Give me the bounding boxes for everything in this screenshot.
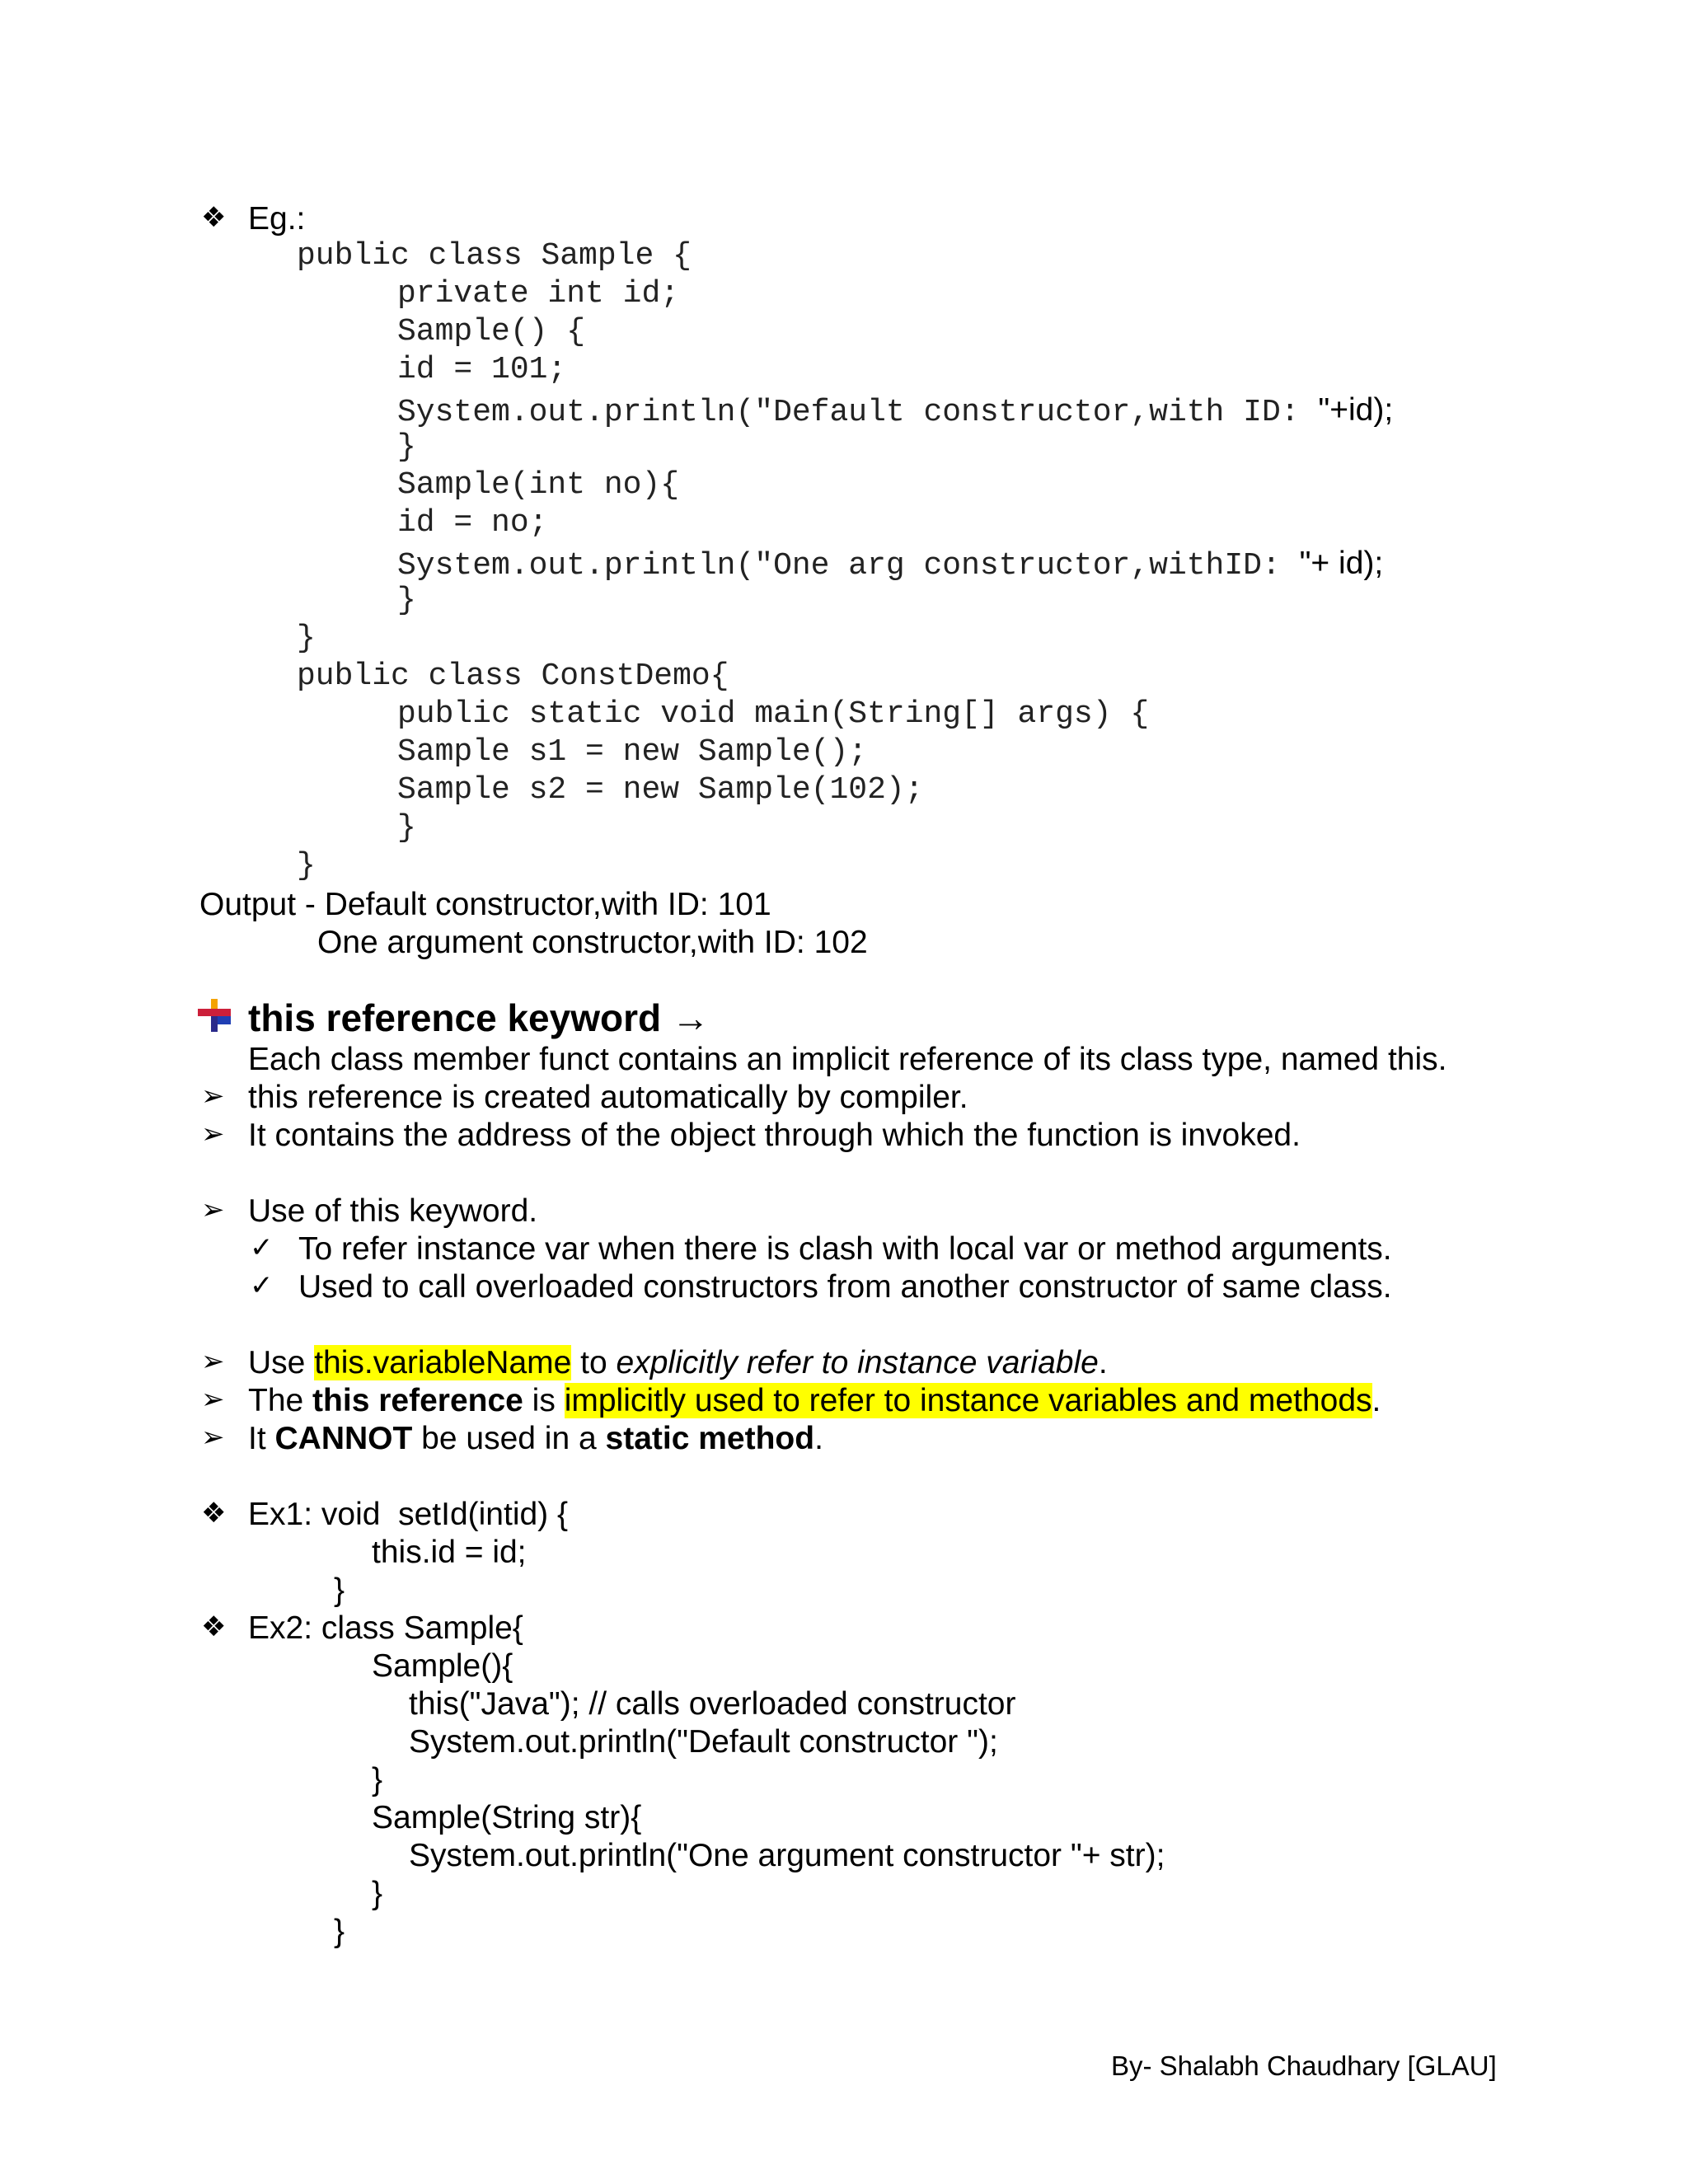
intro-text: Each class member funct contains an implicit reference of its class type, named this. — [248, 1042, 1447, 1077]
arrow-bullet-icon: ➢ — [201, 1118, 225, 1151]
bullet-text: this reference is created automatically by compiler. — [248, 1080, 968, 1115]
diamond-bullet-icon: ❖ — [201, 1610, 227, 1643]
code-line: public class ConstDemo{ — [297, 658, 729, 694]
bullet-text: It contains the address of the object through which the function is invoked. — [248, 1118, 1301, 1153]
ex2-line: Sample(String str){ — [372, 1800, 642, 1835]
code-line: } — [397, 583, 416, 618]
diamond-bullet-icon: ❖ — [201, 1497, 227, 1530]
use-heading: Use of this keyword. — [248, 1193, 538, 1229]
ex2-line: Sample(){ — [372, 1648, 513, 1684]
ex2-line: } — [372, 1876, 383, 1911]
section-heading-text: this reference keyword — [248, 996, 662, 1039]
eg-label: Eg.: — [248, 201, 306, 237]
ex1-line: Ex1: void setId(intid) { — [248, 1497, 569, 1532]
code-line: private int id; — [397, 276, 680, 312]
code-line: id = 101; — [397, 352, 567, 387]
check-icon: ✓ — [250, 1231, 274, 1264]
output-line-2: One argument constructor,with ID: 102 — [317, 925, 868, 960]
code-line: System.out.println("One arg constructor,withID: "+ id); — [397, 546, 1384, 583]
code-line: } — [397, 429, 416, 465]
check-icon: ✓ — [250, 1269, 274, 1302]
arrow-bullet-icon: ➢ — [201, 1421, 225, 1454]
ex2-line: System.out.println("Default constructor "); — [409, 1724, 998, 1760]
arrow-right-icon: → — [671, 996, 710, 1039]
code-line: } — [397, 810, 416, 846]
rule-1: Use this.variableName to explicitly refer to instance variable. — [248, 1345, 1108, 1380]
code-line: Sample() { — [397, 314, 586, 349]
output-line-1: Output - Default constructor,with ID: 101 — [199, 887, 771, 922]
ex1-line: } — [334, 1572, 345, 1608]
code-line: Sample s2 = new Sample(102); — [397, 772, 924, 808]
ex2-line: } — [334, 1914, 345, 1949]
code-line: Sample(int no){ — [397, 467, 680, 503]
ex2-line: this("Java"); // calls overloaded constructor — [409, 1686, 1016, 1722]
check-item: Used to call overloaded constructors from another constructor of same class. — [298, 1269, 1392, 1305]
rule-3: It CANNOT be used in a static method. — [248, 1421, 823, 1456]
arrow-bullet-icon: ➢ — [201, 1080, 225, 1113]
code-line: id = no; — [397, 505, 548, 541]
footer-author: By- Shalabh Chaudhary [GLAU] — [1111, 2050, 1497, 2081]
code-line: public class Sample { — [297, 238, 692, 274]
arrow-bullet-icon: ➢ — [201, 1193, 225, 1226]
code-line: } — [297, 848, 316, 883]
ex2-line: Ex2: class Sample{ — [248, 1610, 523, 1646]
code-line: public static void main(String[] args) { — [397, 696, 1150, 732]
ex1-line: this.id = id; — [372, 1535, 527, 1570]
check-item: To refer instance var when there is clash with local var or method arguments. — [298, 1231, 1392, 1267]
arrow-bullet-icon: ➢ — [201, 1383, 225, 1416]
rule-2: The this reference is implicitly used to refer to instance variables and methods. — [248, 1383, 1381, 1418]
section-heading — [248, 996, 710, 1039]
ex2-line: System.out.println("One argument constructor "+ str); — [409, 1838, 1165, 1873]
code-line: Sample s1 = new Sample(); — [397, 734, 868, 770]
ex2-line: } — [372, 1762, 383, 1797]
plus-cross-icon — [198, 999, 231, 1032]
arrow-bullet-icon: ➢ — [201, 1345, 225, 1378]
diamond-bullet-icon: ❖ — [201, 201, 227, 234]
code-line: System.out.println("Default constructor,with ID: "+id); — [397, 392, 1394, 430]
code-line: } — [297, 621, 316, 656]
